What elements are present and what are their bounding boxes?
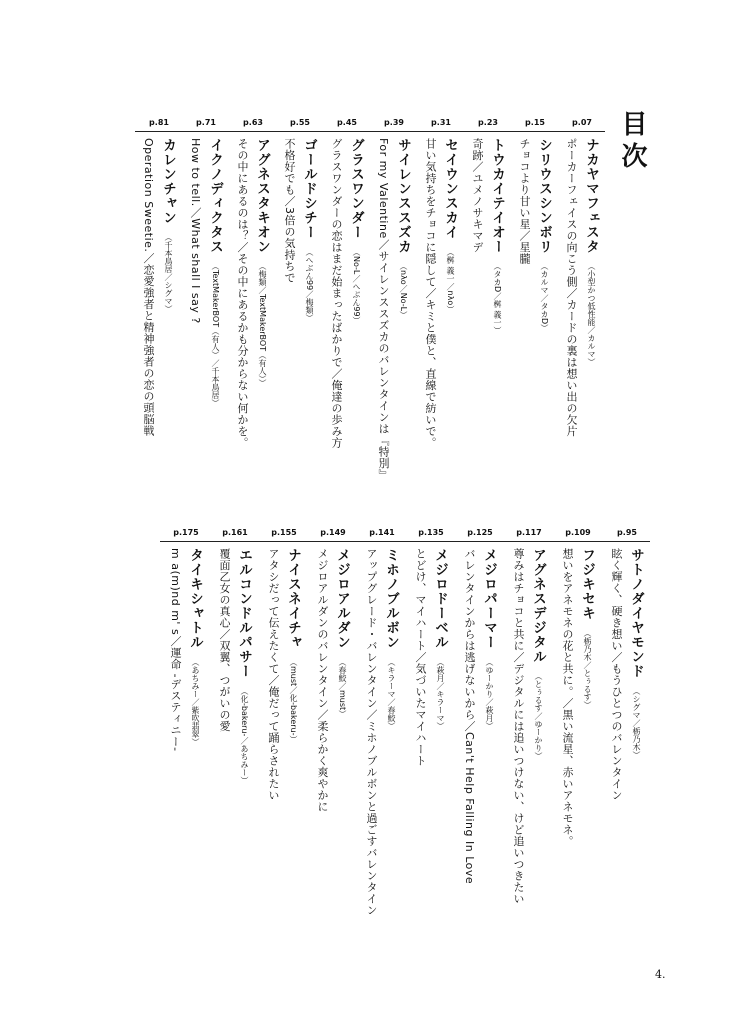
entry-title: ナカヤマフェスタ — [583, 138, 599, 254]
entry-title: ナイスネイチャ — [285, 548, 301, 650]
toc-entry[interactable] — [418, 118, 464, 478]
page-number: p.135 — [418, 528, 444, 537]
entry-stories: アップグレード・バレンタイン／ミホノブルボンと過ごすバレンタイン — [365, 548, 378, 916]
page-number: p.39 — [384, 118, 404, 127]
entry-stories: For my Valentine／サイレンススズカのバレンタインは『特別』 — [377, 138, 390, 481]
toc-entry[interactable] — [261, 528, 307, 858]
toc-entry[interactable] — [183, 118, 229, 478]
toc-entry[interactable] — [136, 118, 182, 478]
entry-authors: （TextMakerBOT（有人）／千本鳥居） — [211, 262, 220, 408]
page-number: p.149 — [320, 528, 346, 537]
entry-stories: m a(m)nd m' s／運命 -デスティニー- — [169, 548, 182, 752]
entry-title: メジロパーマー — [481, 548, 497, 650]
entry-title: メジロドーベル — [432, 548, 448, 650]
page-number: p.63 — [243, 118, 263, 127]
entry-stories: ポーカーフェイスの向こう側／カードの裏は想い出の欠片 — [565, 138, 578, 437]
page-number: p.31 — [431, 118, 451, 127]
entry-title: セイウンスカイ — [442, 138, 458, 240]
page-number: p.125 — [467, 528, 493, 537]
toc-entry[interactable] — [465, 118, 511, 478]
page-number: p.07 — [572, 118, 592, 127]
entry-authors: （must／化-bakeru-） — [289, 657, 298, 744]
page-number: p.117 — [516, 528, 542, 537]
entry-title: アグネスタキオン — [254, 138, 270, 254]
entry-title: メジロアルダン — [334, 548, 350, 650]
page-number: p.23 — [478, 118, 498, 127]
page-title: 目次 — [617, 110, 647, 174]
toc-entry[interactable] — [310, 528, 356, 858]
page-number: p.55 — [290, 118, 310, 127]
toc-entry[interactable] — [212, 528, 258, 858]
entry-stories: グラスワンダーの恋はまだ始まったばかりで／俺達の歩み方 — [330, 138, 343, 449]
entry-authors: （化-bakeru-／あちみー） — [240, 686, 249, 784]
entry-authors: （ゆーかり／萩月） — [485, 657, 494, 730]
page-number: p.155 — [271, 528, 297, 537]
toc-entry[interactable] — [359, 528, 405, 916]
entry-authors: （栃乃木／とぅるす） — [583, 628, 592, 709]
entry-title: イクノディクタス — [207, 138, 223, 254]
entry-title: フジキセキ — [579, 548, 595, 621]
entry-authors: （キラーマ／春鮫） — [387, 657, 396, 730]
entry-authors: （桝 義一／nλo） — [446, 247, 455, 313]
entry-stories: メジロアルダンのバレンタイン／柔らかく爽やかに — [316, 548, 329, 813]
entry-stories: その中にあるのは？／その中にあるかも分からない何かを。 — [236, 138, 249, 449]
entry-stories: 眩く輝く、硬き想い／もうひとつのバレンタイン — [610, 548, 623, 801]
entry-authors: （シグマ／栃乃木） — [632, 686, 641, 759]
toc-entry[interactable] — [604, 528, 650, 858]
toc-entry[interactable] — [163, 528, 209, 858]
page-number: p.141 — [369, 528, 395, 537]
entry-authors: （No-L／へぶん99） — [352, 247, 361, 325]
entry-authors: （春鮫／must） — [338, 657, 347, 718]
entry-title: アグネスデジタル — [530, 548, 546, 664]
entry-stories: とどけ、マイハート／気づいたマイハート — [414, 548, 427, 767]
page-footer-number: 4. — [655, 968, 666, 981]
entry-stories: 奇跡／ユメノサキマデ — [471, 138, 484, 253]
entry-stories: Operation Sweetie.／恋愛強者と精神強者の恋の頭脳戦 — [142, 138, 155, 437]
entry-stories: チョコより甘い星／星朧 — [518, 138, 531, 265]
entry-stories: アタシだって伝えたくて／俺だって踊らされたい — [267, 548, 280, 801]
page-number: p.95 — [617, 528, 637, 537]
toc-entry[interactable] — [555, 528, 601, 858]
entry-authors: （小型かつ低性能／カルマ） — [587, 262, 596, 366]
toc-entry[interactable] — [559, 118, 605, 478]
entry-stories: 尊みはチョコと共に／デジタルには追いつけない、けど追いつきたい — [512, 548, 525, 905]
page-number: p.109 — [565, 528, 591, 537]
entry-authors: （へぶん99／梅類） — [305, 247, 314, 322]
toc-section-2 — [160, 528, 650, 916]
toc-entry[interactable] — [457, 528, 503, 885]
entry-authors: （千本鳥居／シグマ） — [164, 233, 173, 313]
entry-title: ミホノブルボン — [383, 548, 399, 650]
entry-authors: （萩月／キラーマ） — [436, 657, 445, 730]
toc-entry[interactable] — [506, 528, 552, 905]
toc-entry[interactable] — [230, 118, 276, 478]
page-number: p.15 — [525, 118, 545, 127]
toc-entry[interactable] — [371, 118, 417, 481]
entry-title: カレンチャン — [160, 138, 176, 225]
entry-stories: 覆面乙女の真心／双翼、つがいの愛 — [218, 548, 231, 732]
toc-entry[interactable] — [408, 528, 454, 858]
entry-authors: （カルマ／タカD） — [540, 262, 549, 333]
entry-authors: （とぅるす／ゆーかり） — [534, 672, 543, 760]
entry-title: サイレンススズカ — [395, 138, 411, 254]
entry-stories: 不格好でも／3倍の気持ちで — [283, 138, 296, 284]
entry-stories: How to tell.／What shall I say ? — [189, 138, 202, 324]
toc-section-1 — [135, 118, 605, 481]
page-number: p.71 — [196, 118, 216, 127]
toc-entry[interactable] — [324, 118, 370, 478]
entry-title: タイキシャトル — [187, 548, 203, 650]
page-number: p.161 — [222, 528, 248, 537]
entry-authors: （nλo／No-L） — [399, 262, 408, 320]
entry-title: グラスワンダー — [348, 138, 364, 240]
entry-title: ゴールドシチー — [301, 138, 317, 240]
entry-stories: バレンタインからは逃げないから／Can't Help Falling In Love — [463, 548, 476, 885]
entry-authors: （梅類／TextMakerBOT（有人）） — [258, 262, 267, 388]
entry-authors: （あちみー／紫吹翡翠） — [191, 657, 200, 746]
entry-title: トウカイテイオー — [489, 138, 505, 254]
toc-entry[interactable] — [277, 118, 323, 478]
entry-stories: 想いをアネモネの花と共に。／黒い流星、赤いアネモネ。 — [561, 548, 574, 847]
entry-title: シリウスシンボリ — [536, 138, 552, 254]
page-number: p.81 — [149, 118, 169, 127]
page-number: p.175 — [173, 528, 199, 537]
page-number: p.45 — [337, 118, 357, 127]
entry-title: エルコンドルパサー — [236, 548, 252, 679]
toc-entry[interactable] — [512, 118, 558, 478]
entry-stories: 甘い気持ちをチョコに隠して／キミと僕と、直線で紡いで。 — [424, 138, 437, 449]
entry-authors: （タカD／桝 義一） — [493, 262, 502, 335]
entry-title: サトノダイヤモンド — [628, 548, 644, 679]
